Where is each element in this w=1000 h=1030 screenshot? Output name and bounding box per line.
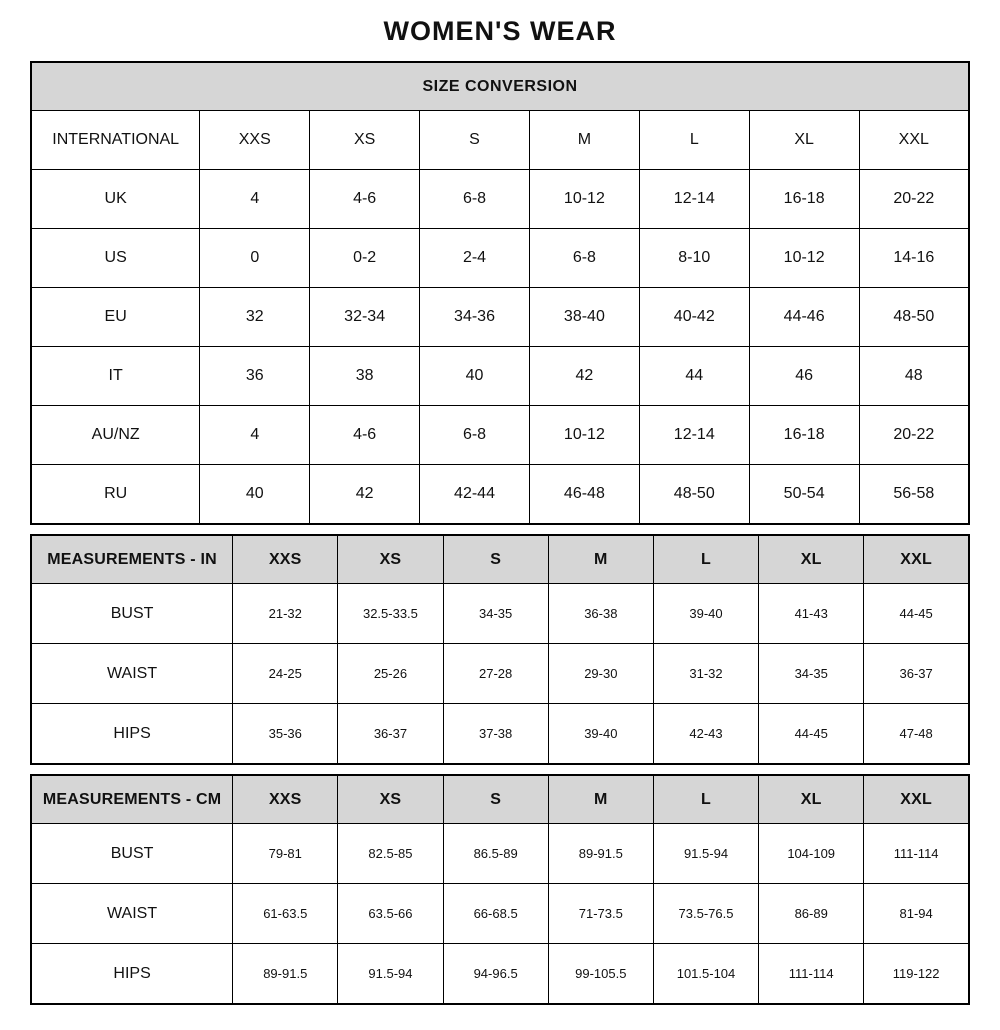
table-cell: 48-50 [639, 465, 749, 525]
table-cell: 36-38 [548, 584, 653, 644]
row-label: EU [31, 288, 200, 347]
table-cell: 21-32 [233, 584, 338, 644]
row-label: HIPS [31, 704, 233, 765]
table-cell: 10-12 [749, 229, 859, 288]
table-cell: 48 [859, 347, 969, 406]
table-cell: 79-81 [233, 824, 338, 884]
table-cell: 71-73.5 [548, 884, 653, 944]
page-title: WOMEN'S WEAR [383, 16, 617, 46]
table-cell: 34-36 [420, 288, 530, 347]
size-column-header: XXL [864, 535, 969, 584]
row-label: IT [31, 347, 200, 406]
table-row [31, 644, 969, 704]
table-cell: 82.5-85 [338, 824, 443, 884]
table-cell: 36-37 [338, 704, 443, 765]
table-row [31, 465, 969, 525]
table-cell: 40-42 [639, 288, 749, 347]
table-cell: 10-12 [529, 406, 639, 465]
size-conversion-heading: SIZE CONVERSION [31, 62, 969, 111]
table-row [31, 406, 969, 465]
table-cell: 14-16 [859, 229, 969, 288]
table-cell: 6-8 [420, 406, 530, 465]
measurements-cm-table [30, 774, 970, 1005]
column-header-row [31, 535, 969, 584]
table-cell: 0-2 [310, 229, 420, 288]
table-cell: 36-37 [864, 644, 969, 704]
table-cell: 4 [200, 170, 310, 229]
size-column-header: XS [338, 535, 443, 584]
row-label: BUST [31, 824, 233, 884]
table-cell: 94-96.5 [443, 944, 548, 1005]
size-column-header: S [443, 535, 548, 584]
table-cell: 44-45 [864, 584, 969, 644]
table-cell: 46 [749, 347, 859, 406]
table-cell: 104-109 [759, 824, 864, 884]
table-cell: 44-45 [759, 704, 864, 765]
table-cell: 4-6 [310, 406, 420, 465]
table-cell: 89-91.5 [548, 824, 653, 884]
table-cell: 86-89 [759, 884, 864, 944]
table-cell: 42 [529, 347, 639, 406]
size-column-header: S [420, 111, 530, 170]
row-label: WAIST [31, 644, 233, 704]
size-column-header: XS [338, 775, 443, 824]
size-column-header: XXL [859, 111, 969, 170]
size-column-header: XXS [200, 111, 310, 170]
table-cell: 42-44 [420, 465, 530, 525]
table-cell: 99-105.5 [548, 944, 653, 1005]
size-column-header: XL [749, 111, 859, 170]
row-label-header: INTERNATIONAL [31, 111, 200, 170]
table-row [31, 170, 969, 229]
table-row [31, 584, 969, 644]
table-cell: 40 [200, 465, 310, 525]
size-column-header: L [653, 535, 758, 584]
table-cell: 16-18 [749, 170, 859, 229]
size-conversion-body [31, 111, 969, 525]
table-cell: 8-10 [639, 229, 749, 288]
table-cell: 34-35 [759, 644, 864, 704]
table-cell: 89-91.5 [233, 944, 338, 1005]
size-column-header: XXS [233, 775, 338, 824]
size-column-header: L [653, 775, 758, 824]
table-cell: 6-8 [420, 170, 530, 229]
table-cell: 25-26 [338, 644, 443, 704]
table-cell: 32-34 [310, 288, 420, 347]
size-column-header: M [548, 535, 653, 584]
table-row [31, 288, 969, 347]
table-cell: 12-14 [639, 170, 749, 229]
table-cell: 0 [200, 229, 310, 288]
size-conversion-table [30, 61, 970, 525]
table-cell: 12-14 [639, 406, 749, 465]
table-row [31, 347, 969, 406]
table-cell: 24-25 [233, 644, 338, 704]
table-cell: 42 [310, 465, 420, 525]
row-label-header: MEASUREMENTS - IN [31, 535, 233, 584]
size-column-header: XS [310, 111, 420, 170]
measurements-in-body [31, 535, 969, 764]
table-cell: 42-43 [653, 704, 758, 765]
measurements-in-table [30, 534, 970, 765]
column-header-row [31, 111, 969, 170]
table-cell: 61-63.5 [233, 884, 338, 944]
table-row [31, 824, 969, 884]
row-label: UK [31, 170, 200, 229]
table-row [31, 704, 969, 765]
table-cell: 111-114 [759, 944, 864, 1005]
column-header-row [31, 775, 969, 824]
table-cell: 44-46 [749, 288, 859, 347]
table-cell: 56-58 [859, 465, 969, 525]
table-cell: 27-28 [443, 644, 548, 704]
table-cell: 37-38 [443, 704, 548, 765]
table-row [31, 944, 969, 1005]
size-column-header: S [443, 775, 548, 824]
size-column-header: XL [759, 535, 864, 584]
table-cell: 48-50 [859, 288, 969, 347]
table-cell: 38-40 [529, 288, 639, 347]
table-cell: 20-22 [859, 170, 969, 229]
size-column-header: L [639, 111, 749, 170]
table-cell: 91.5-94 [653, 824, 758, 884]
section-header-row [31, 62, 969, 111]
row-label: WAIST [31, 884, 233, 944]
table-cell: 4-6 [310, 170, 420, 229]
table-cell: 73.5-76.5 [653, 884, 758, 944]
table-cell: 2-4 [420, 229, 530, 288]
table-cell: 47-48 [864, 704, 969, 765]
table-cell: 111-114 [864, 824, 969, 884]
table-cell: 41-43 [759, 584, 864, 644]
table-cell: 20-22 [859, 406, 969, 465]
table-cell: 29-30 [548, 644, 653, 704]
table-cell: 63.5-66 [338, 884, 443, 944]
row-label: HIPS [31, 944, 233, 1005]
size-column-header: XL [759, 775, 864, 824]
measurements-cm-body [31, 775, 969, 1004]
table-cell: 35-36 [233, 704, 338, 765]
table-cell: 38 [310, 347, 420, 406]
table-cell: 46-48 [529, 465, 639, 525]
table-cell: 32 [200, 288, 310, 347]
table-cell: 44 [639, 347, 749, 406]
table-cell: 32.5-33.5 [338, 584, 443, 644]
size-column-header: M [548, 775, 653, 824]
row-label: AU/NZ [31, 406, 200, 465]
table-cell: 34-35 [443, 584, 548, 644]
size-column-header: XXL [864, 775, 969, 824]
table-cell: 4 [200, 406, 310, 465]
size-column-header: XXS [233, 535, 338, 584]
table-cell: 39-40 [548, 704, 653, 765]
table-cell: 119-122 [864, 944, 969, 1005]
table-cell: 16-18 [749, 406, 859, 465]
table-cell: 81-94 [864, 884, 969, 944]
table-row [31, 229, 969, 288]
table-cell: 101.5-104 [653, 944, 758, 1005]
table-cell: 66-68.5 [443, 884, 548, 944]
row-label: US [31, 229, 200, 288]
row-label-header: MEASUREMENTS - CM [31, 775, 233, 824]
table-cell: 36 [200, 347, 310, 406]
table-cell: 86.5-89 [443, 824, 548, 884]
table-cell: 50-54 [749, 465, 859, 525]
table-cell: 40 [420, 347, 530, 406]
table-cell: 31-32 [653, 644, 758, 704]
row-label: RU [31, 465, 200, 525]
table-cell: 91.5-94 [338, 944, 443, 1005]
table-cell: 39-40 [653, 584, 758, 644]
table-cell: 10-12 [529, 170, 639, 229]
size-column-header: M [529, 111, 639, 170]
row-label: BUST [31, 584, 233, 644]
table-cell: 6-8 [529, 229, 639, 288]
table-row [31, 884, 969, 944]
